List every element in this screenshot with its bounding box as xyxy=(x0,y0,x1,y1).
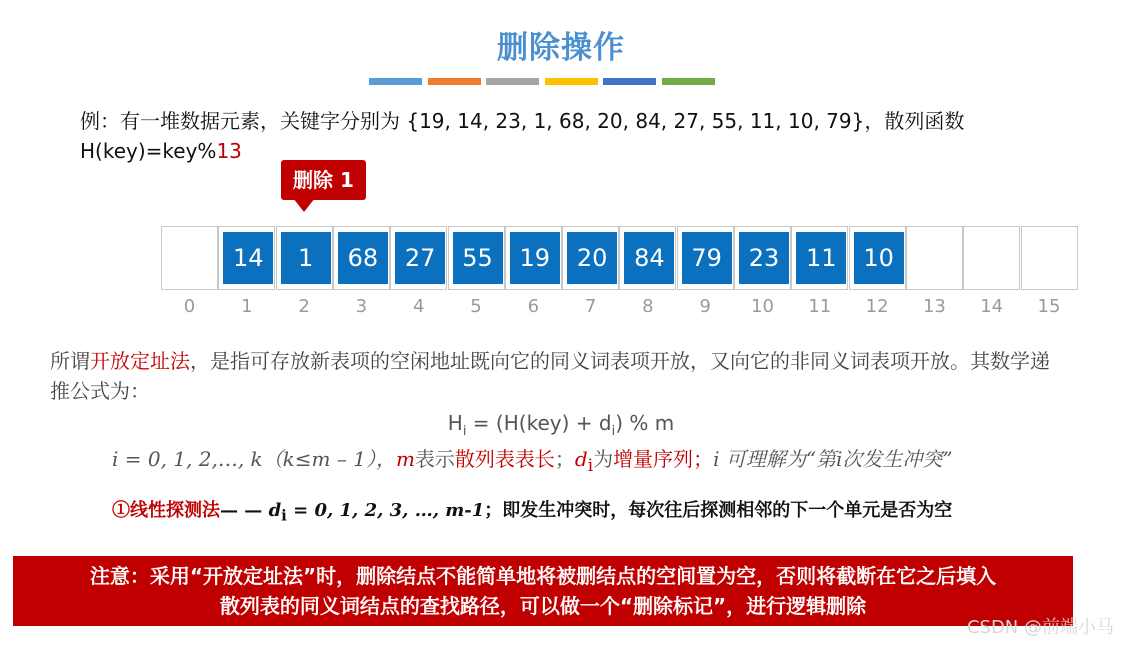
color-bar xyxy=(428,78,481,85)
example-text xyxy=(80,106,1040,166)
defs-table-length: 散列表表长 xyxy=(454,447,555,471)
hash-slot xyxy=(849,226,906,290)
formula-end: ) % m xyxy=(615,411,675,435)
hash-slot xyxy=(448,226,505,290)
open-addressing-paragraph xyxy=(50,346,1060,406)
hash-modulus: 13 xyxy=(216,139,242,163)
hash-slot-index: 9 xyxy=(699,296,711,317)
hash-function: H(key)=key% xyxy=(80,139,217,163)
defs-i-meaning: i 可理解为“第i次发生冲突” xyxy=(713,447,953,471)
hash-slot-value: 1 xyxy=(281,232,331,284)
defs-sep-2: ； xyxy=(693,447,714,471)
notice-line-2: 散列表的同义词结点的查找路径，可以做一个“删除标记”，进行逻辑删除 xyxy=(219,594,867,618)
hash-slot xyxy=(562,226,619,290)
hash-slot-index: 14 xyxy=(980,296,1004,317)
notice-banner xyxy=(13,556,1073,626)
hash-slot-index: 1 xyxy=(241,296,253,317)
hash-slot-index: 15 xyxy=(1037,296,1061,317)
hash-slot-index: 4 xyxy=(412,296,425,317)
hash-slot-index: 2 xyxy=(298,296,310,317)
defs-text-b: 表示 xyxy=(414,447,455,471)
hash-slot-value: 68 xyxy=(338,232,388,284)
watermark: CSDN @前端小马 xyxy=(966,617,1114,638)
defs-increment-seq: 增量序列 xyxy=(613,447,694,471)
defs-d: d xyxy=(574,447,588,471)
hash-slot-index: 0 xyxy=(183,296,196,317)
hash-slot xyxy=(906,226,963,290)
recurrence-formula xyxy=(0,411,1122,439)
linear-d-sub: i xyxy=(281,506,287,525)
hash-slot-index: 7 xyxy=(584,296,597,317)
hash-slot xyxy=(791,226,848,290)
hash-slot-value: 11 xyxy=(796,232,846,284)
color-bar xyxy=(662,78,715,85)
hash-slot-index: 3 xyxy=(355,296,368,317)
hash-slot-value: 19 xyxy=(510,232,560,284)
formula-h-sub: i xyxy=(462,424,467,439)
linear-d: d xyxy=(268,500,282,521)
formula-mid: = (H(key) + d xyxy=(466,411,612,435)
para-text-2: ，是指可存放新表项的空闲地址既向它的同义词表项开放，又向它的非同义词表项开放。其数学递推公式为： xyxy=(50,349,1050,403)
linear-d-values: = 0, 1, 2, 3, …, m-1 xyxy=(286,500,485,521)
page-title: 删除操作 xyxy=(497,30,625,66)
defs-sep-1: ； xyxy=(554,447,575,471)
example-line-1: 例：有一堆数据元素，关键字分别为 {19, 14, 23, 1, 68, 20, 84, 27, 55, 11, 10, 79}，散列函数 xyxy=(80,109,965,133)
hash-slot xyxy=(963,226,1020,290)
color-bar xyxy=(369,78,422,85)
hash-slot xyxy=(734,226,791,290)
delete-callout xyxy=(281,160,366,214)
example-line-2 xyxy=(80,136,1040,166)
hash-slot xyxy=(505,226,562,290)
linear-description: ；即发生冲突时，每次往后探测相邻的下一个单元是否为空 xyxy=(484,500,953,521)
linear-dash: — — xyxy=(220,500,263,521)
hash-slot-value: 20 xyxy=(567,232,617,284)
color-bar xyxy=(486,78,539,85)
hash-slot-value: 84 xyxy=(624,232,674,284)
hash-slot xyxy=(390,226,447,290)
hash-slot-value: 55 xyxy=(453,232,503,284)
hash-slot-index: 12 xyxy=(865,296,889,317)
hash-slot-value: 23 xyxy=(739,232,789,284)
variable-definitions xyxy=(112,443,953,475)
defs-d-sub: i xyxy=(587,456,594,475)
defs-text-e: 为 xyxy=(593,447,614,471)
hash-slot xyxy=(677,226,734,290)
hash-slot xyxy=(333,226,390,290)
color-bar xyxy=(603,78,656,85)
hash-slot xyxy=(161,226,218,290)
hash-slot-value: 14 xyxy=(223,232,273,284)
callout-pointer xyxy=(293,198,315,212)
formula-d-sub: i xyxy=(611,424,616,439)
hash-slot-index: 8 xyxy=(642,296,654,317)
para-highlight: 开放定址法 xyxy=(90,349,190,373)
hash-slot-index: 5 xyxy=(470,296,482,317)
hash-slot-value: 10 xyxy=(854,232,904,284)
hash-slot-value: 79 xyxy=(682,232,732,284)
color-bar xyxy=(545,78,598,85)
linear-probing-label: ①线性探测法 xyxy=(112,500,220,521)
callout-label: 删除 1 xyxy=(281,160,366,200)
defs-i-range: i = 0, 1, 2,…, k（k≤m – 1）， xyxy=(112,447,396,471)
defs-m: m xyxy=(395,447,415,471)
hash-slot xyxy=(276,226,333,290)
hash-slot-index: 6 xyxy=(527,296,540,317)
hash-slot xyxy=(619,226,676,290)
hash-slot xyxy=(218,226,275,290)
hash-slot-value: 27 xyxy=(395,232,445,284)
hash-slot-index: 10 xyxy=(751,296,774,317)
para-text-1: 所谓 xyxy=(50,349,90,373)
hash-slot xyxy=(1021,226,1078,290)
formula-h: H xyxy=(447,411,463,435)
linear-probing-line xyxy=(112,496,952,525)
hash-slot-index: 13 xyxy=(922,296,946,317)
hash-slot-index: 11 xyxy=(808,296,832,317)
notice-line-1: 注意：采用“开放定址法”时，删除结点不能简单地将被删结点的空间置为空，否则将截断在它之后填入 xyxy=(89,564,997,588)
